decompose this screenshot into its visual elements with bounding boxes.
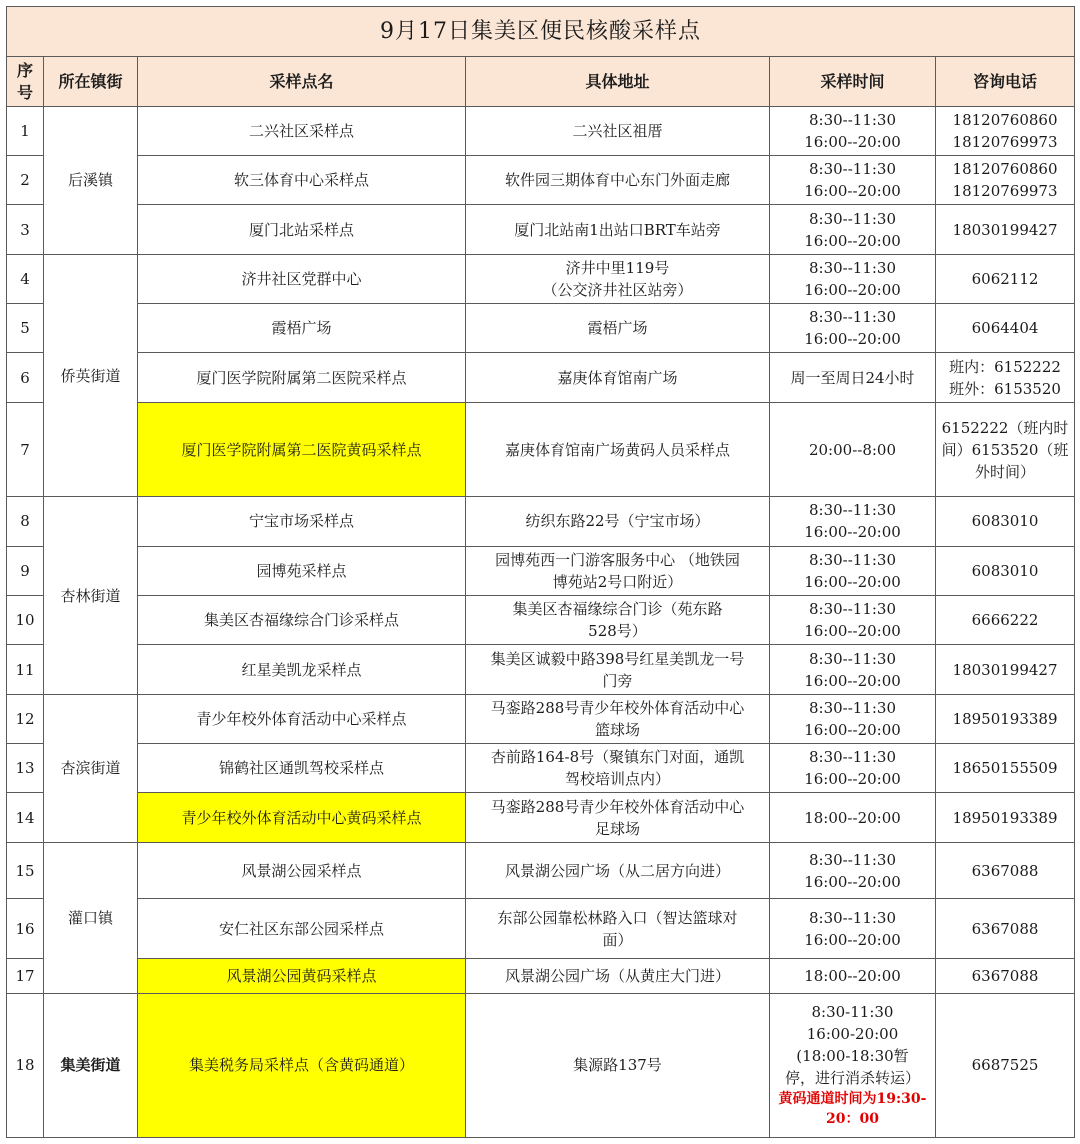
address-cell [466,205,770,254]
phone-line: 间）6153520（班 [941,440,1069,459]
phone-line: 18650155509 [952,759,1058,778]
table-row [7,304,1075,353]
sampling-sites-table [6,6,1075,1138]
row-number: 6 [7,353,44,402]
address-line: 二兴社区祖厝 [572,121,663,140]
site-name: 集美区杏福缘综合门诊采样点 [138,596,466,645]
row-number: 4 [7,254,44,303]
address-line: 软件园三期体育中心东门外面走廊 [504,171,730,190]
time-line: 8:30--11:30 [808,501,897,520]
address-line: 面） [602,930,633,949]
time-line: 8:30--11:30 [808,209,897,228]
time-line: 18:00--20:00 [804,967,901,986]
phone-line: 6666222 [971,611,1039,630]
table-row [7,497,1075,546]
address-cell [466,546,770,595]
phone-line: 班外：6153520 [949,379,1061,398]
time-line: 16:00--20:00 [804,132,901,151]
town-cell: 杏林街道 [44,497,138,694]
row-number: 7 [7,402,44,497]
time-line: 20:00--8:00 [808,440,897,459]
address-line: （公交济井社区站旁） [542,280,693,299]
site-name: 厦门医学院附属第二医院采样点 [138,353,466,402]
address-cell [466,744,770,793]
time-cell [770,645,936,694]
table-row [7,106,1075,155]
site-name: 济井社区党群中心 [138,254,466,303]
address-line: 东部公园靠松林路入口（智达篮球对 [497,908,738,927]
time-cell [770,959,936,994]
address-cell [466,842,770,899]
time-line: 8:30--11:30 [808,110,897,129]
address-line: 门旁 [602,671,633,690]
address-line: 嘉庚体育馆南广场 [557,368,678,387]
address-line: 集源路137号 [573,1056,662,1075]
time-cell [770,156,936,205]
phone-line: 6687525 [971,1056,1039,1075]
row-number: 10 [7,596,44,645]
time-line: 周一至周日24小时 [790,368,915,387]
time-cell [770,353,936,402]
phone-line: 班内：6152222 [949,357,1061,376]
time-line: 16:00--20:00 [804,770,901,789]
town-cell: 集美街道 [44,993,138,1137]
phone-cell [936,304,1075,353]
address-cell [466,596,770,645]
address-cell [466,694,770,743]
address-line: 风景湖公园广场（从黄庄大门进） [504,967,730,986]
address-line: 篮球场 [594,720,640,739]
time-line: 16:00-20:00 [806,1025,899,1044]
phone-line: 18030199427 [952,220,1058,239]
row-number: 8 [7,497,44,546]
address-cell [466,254,770,303]
table-row [7,353,1075,402]
phone-line: 18120769973 [952,182,1058,201]
time-line: 16:00--20:00 [804,523,901,542]
row-number: 18 [7,993,44,1137]
table-row [7,959,1075,994]
table-row [7,546,1075,595]
header-site: 采样点名 [138,57,466,106]
row-number: 15 [7,842,44,899]
address-line: 足球场 [594,819,640,838]
town-cell: 杏滨街道 [44,694,138,842]
site-name: 青少年校外体育活动中心采样点 [138,694,466,743]
row-number: 5 [7,304,44,353]
site-name: 红星美凯龙采样点 [138,645,466,694]
address-line: 济井中里119号 [565,258,670,277]
time-line: 停，进行消杀转运） [784,1069,920,1088]
time-line: 16:00--20:00 [804,231,901,250]
phone-cell [936,156,1075,205]
phone-line: 18120760860 [952,110,1058,129]
address-line: 博苑站2号口附近） [552,572,683,591]
table-row [7,596,1075,645]
time-line: 16:00--20:00 [804,720,901,739]
time-cell [770,304,936,353]
row-number: 3 [7,205,44,254]
phone-line: 6064404 [971,319,1039,338]
time-cell [770,254,936,303]
phone-cell [936,899,1075,959]
address-cell [466,106,770,155]
phone-cell [936,842,1075,899]
town-cell: 侨英街道 [44,254,138,497]
table-row [7,899,1075,959]
address-cell [466,304,770,353]
town-cell: 后溪镇 [44,106,138,254]
table-row [7,793,1075,842]
row-number: 13 [7,744,44,793]
site-name: 风景湖公园采样点 [138,842,466,899]
address-cell [466,353,770,402]
site-name: 风景湖公园黄码采样点 [138,959,466,994]
address-line: 马銮路288号青少年校外体育活动中心 [490,698,745,717]
phone-cell [936,596,1075,645]
phone-cell [936,254,1075,303]
site-name: 园博苑采样点 [138,546,466,595]
phone-cell [936,645,1075,694]
time-line: 8:30--11:30 [808,908,897,927]
time-note: 20：00 [826,1111,879,1128]
address-cell [466,645,770,694]
phone-line: 18120760860 [952,160,1058,179]
table-row [7,842,1075,899]
time-line: 8:30--11:30 [808,258,897,277]
address-cell [466,793,770,842]
time-cell [770,899,936,959]
row-number: 11 [7,645,44,694]
site-name: 安仁社区东部公园采样点 [138,899,466,959]
site-name: 软三体育中心采样点 [138,156,466,205]
header-no: 序号 [7,57,44,106]
table-row [7,645,1075,694]
time-line: 8:30--11:30 [808,649,897,668]
row-number: 14 [7,793,44,842]
row-number: 9 [7,546,44,595]
row-number: 16 [7,899,44,959]
time-cell [770,546,936,595]
time-line: 16:00--20:00 [804,671,901,690]
site-name: 青少年校外体育活动中心黄码采样点 [138,793,466,842]
address-cell [466,993,770,1137]
address-line: 杏前路164-8号（聚镇东门对面，通凯 [490,748,745,767]
time-cell [770,106,936,155]
table-row [7,744,1075,793]
time-cell [770,842,936,899]
time-line: 8:30-11:30 [811,1003,894,1022]
site-name: 宁宝市场采样点 [138,497,466,546]
header-row [7,57,1075,106]
time-line: 8:30--11:30 [808,160,897,179]
header-phone: 咨询电话 [936,57,1075,106]
site-name: 锦鹤社区通凯驾校采样点 [138,744,466,793]
table-row [7,993,1075,1137]
row-number: 1 [7,106,44,155]
address-line: 马銮路288号青少年校外体育活动中心 [490,797,745,816]
address-line: 集美区诚毅中路398号红星美凯龙一号 [490,649,745,668]
header-town: 所在镇街 [44,57,138,106]
time-cell [770,402,936,497]
phone-cell [936,694,1075,743]
site-name: 厦门北站采样点 [138,205,466,254]
phone-cell [936,353,1075,402]
time-cell [770,993,936,1137]
address-line: 集美区杏福缘综合门诊（苑东路 [512,600,723,619]
time-line: 16:00--20:00 [804,280,901,299]
time-line: 18:00--20:00 [804,808,901,827]
time-line: 8:30--11:30 [808,550,897,569]
time-note: 黄码通道时间为19:30- [778,1091,927,1108]
time-cell [770,793,936,842]
row-number: 2 [7,156,44,205]
site-name: 二兴社区采样点 [138,106,466,155]
phone-cell [936,793,1075,842]
phone-line: 18950193389 [952,808,1058,827]
time-line: 16:00--20:00 [804,182,901,201]
phone-cell [936,205,1075,254]
time-line: 8:30--11:30 [808,698,897,717]
phone-line: 6083010 [971,561,1039,580]
time-line: (18:00-18:30暂 [796,1047,909,1066]
time-line: 8:30--11:30 [808,748,897,767]
address-line: 驾校培训点内） [564,770,670,789]
phone-line: 外时间） [975,462,1036,481]
table-row [7,254,1075,303]
phone-cell [936,546,1075,595]
header-address: 具体地址 [466,57,770,106]
table-row [7,205,1075,254]
phone-cell [936,993,1075,1137]
phone-line: 6367088 [971,919,1039,938]
site-name: 集美税务局采样点（含黄码通道） [138,993,466,1137]
table-row [7,156,1075,205]
address-cell [466,402,770,497]
page-title: 9月17日集美区便民核酸采样点 [7,7,1075,57]
time-line: 16:00--20:00 [804,872,901,891]
site-name: 厦门医学院附属第二医院黄码采样点 [138,402,466,497]
phone-line: 6083010 [971,512,1039,531]
time-cell [770,205,936,254]
table-row [7,402,1075,497]
phone-line: 6152222（班内时 [941,418,1069,437]
table-row [7,694,1075,743]
phone-cell [936,106,1075,155]
phone-line: 6367088 [971,967,1039,986]
time-line: 16:00--20:00 [804,572,901,591]
time-cell [770,596,936,645]
phone-line: 18030199427 [952,660,1058,679]
time-line: 16:00--20:00 [804,622,901,641]
row-number: 12 [7,694,44,743]
address-cell [466,899,770,959]
header-time: 采样时间 [770,57,936,106]
time-line: 8:30--11:30 [808,850,897,869]
phone-line: 6062112 [971,269,1039,288]
address-cell [466,497,770,546]
time-cell [770,694,936,743]
time-line: 8:30--11:30 [808,308,897,327]
time-cell [770,744,936,793]
row-number: 17 [7,959,44,994]
time-line: 8:30--11:30 [808,600,897,619]
address-line: 园博苑西一门游客服务中心 （地铁园 [495,550,740,569]
time-line: 16:00--20:00 [804,330,901,349]
town-cell: 灌口镇 [44,842,138,993]
phone-line: 6367088 [971,861,1039,880]
address-line: 厦门北站南1出站口BRT车站旁 [514,220,721,239]
address-line: 风景湖公园广场（从二居方向进） [504,861,730,880]
address-line: 纺织东路22号（宁宝市场） [525,512,710,531]
phone-cell [936,959,1075,994]
site-name: 霞梧广场 [138,304,466,353]
address-line: 528号） [588,622,647,641]
phone-cell [936,497,1075,546]
phone-line: 18120769973 [952,132,1058,151]
time-cell [770,497,936,546]
phone-cell [936,744,1075,793]
phone-cell [936,402,1075,497]
address-cell [466,156,770,205]
address-line: 嘉庚体育馆南广场黄码人员采样点 [504,440,730,459]
address-line: 霞梧广场 [587,319,648,338]
address-cell [466,959,770,994]
time-line: 16:00--20:00 [804,930,901,949]
phone-line: 18950193389 [952,709,1058,728]
